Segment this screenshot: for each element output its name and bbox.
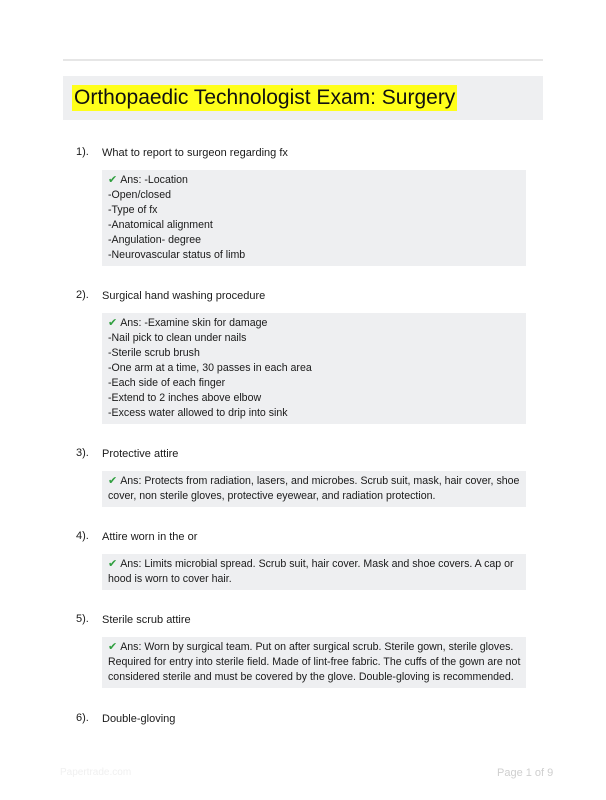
check-icon: ✔ <box>108 558 118 570</box>
answer-line: -Open/closed <box>108 189 172 201</box>
answer-line: -One arm at a time, 30 passes in each area <box>108 362 312 374</box>
answer-line: ✔ Ans: Limits microbial spread. Scrub suit, hair cover. Mask and shoe covers. A cap or <box>108 558 514 570</box>
answer-line: ✔ Ans: Worn by surgical team. Put on after surgical scrub. Sterile gown, sterile gloves. <box>108 641 514 653</box>
answer-line: considered sterile and must be covered by the glove. Double-gloving is recommended. <box>108 671 514 683</box>
question-number: 3). <box>76 447 89 459</box>
header-divider <box>63 59 543 61</box>
question-text: Double-gloving <box>102 713 176 725</box>
answer-line: -Type of fx <box>108 204 158 216</box>
question-number: 5). <box>76 613 89 625</box>
answer-box <box>102 554 526 590</box>
answer-box <box>102 471 526 507</box>
answer-line: ✔ Ans: -Examine skin for damage <box>108 317 268 329</box>
check-icon: ✔ <box>108 174 118 186</box>
answer-line: -Nail pick to clean under nails <box>108 332 247 344</box>
answer-line: Required for entry into sterile field. Made of lint-free fabric. The cuffs of the gown are not <box>108 656 521 668</box>
question-text: Surgical hand washing procedure <box>102 290 266 302</box>
answer-line: hood is worn to cover hair. <box>108 573 232 585</box>
answer-line: -Extend to 2 inches above elbow <box>108 392 262 404</box>
answer-box <box>102 313 526 424</box>
answer-box <box>102 170 526 266</box>
question-text: Protective attire <box>102 448 179 460</box>
question-number: 4). <box>76 530 89 542</box>
question-text: Sterile scrub attire <box>102 614 191 626</box>
answer-line: cover, non sterile gloves, protective eyewear, and radiation protection. <box>108 490 436 502</box>
check-icon: ✔ <box>108 317 118 329</box>
page-title: Orthopaedic Technologist Exam: Surgery <box>74 86 456 109</box>
answer-line: -Sterile scrub brush <box>108 347 200 359</box>
answer-line: -Neurovascular status of limb <box>108 249 246 261</box>
question-number: 6). <box>76 712 89 724</box>
page-number: Page 1 of 9 <box>497 767 554 779</box>
question-number: 1). <box>76 146 89 158</box>
question-text: What to report to surgeon regarding fx <box>102 147 288 159</box>
answer-line: -Anatomical alignment <box>108 219 213 231</box>
answer-line: -Angulation- degree <box>108 234 202 246</box>
answer-line: -Excess water allowed to drip into sink <box>108 407 288 419</box>
answer-box <box>102 637 526 688</box>
answer-line: -Each side of each finger <box>108 377 226 389</box>
answer-line: ✔ Ans: Protects from radiation, lasers, and microbes. Scrub suit, mask, hair cover, shoe <box>108 475 520 487</box>
footer-watermark: Papertrade.com <box>60 767 132 778</box>
title-banner <box>63 76 543 120</box>
check-icon: ✔ <box>108 475 118 487</box>
question-text: Attire worn in the or <box>102 531 198 543</box>
check-icon: ✔ <box>108 641 118 653</box>
answer-line: ✔ Ans: -Location <box>108 174 188 186</box>
question-number: 2). <box>76 289 89 301</box>
